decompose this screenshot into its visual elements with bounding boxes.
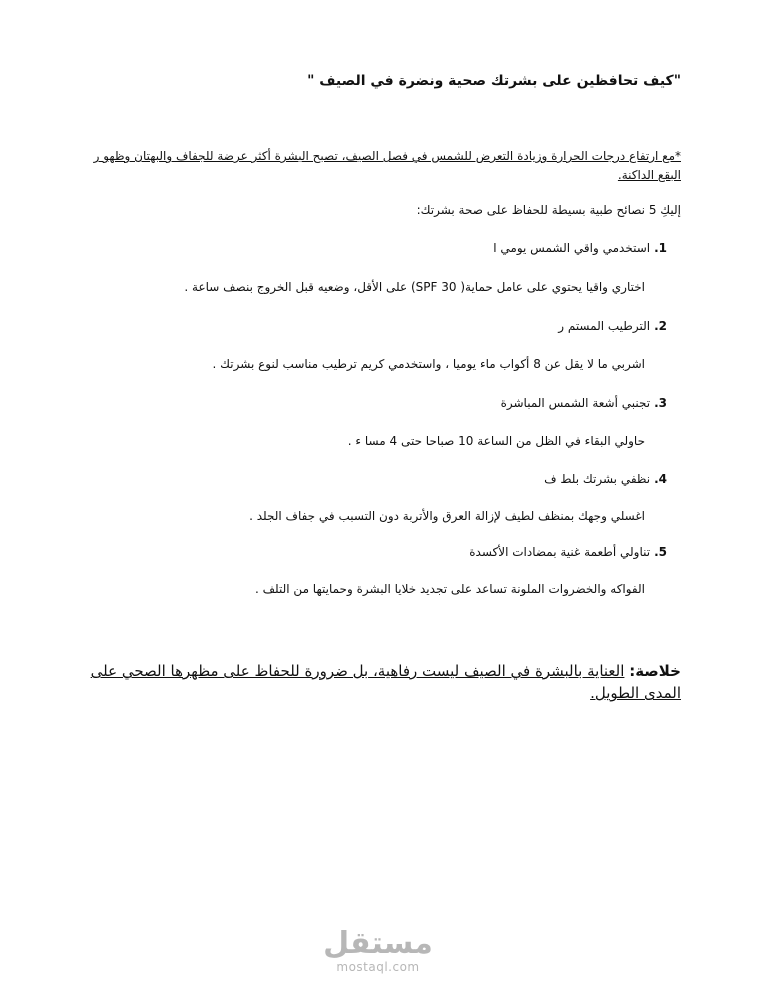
tip-body: اشربي ما لا يقل عن 8 أكواب ماء يوميا ، واستخدمي كريم ترطيب مناسب لنوع بشرتك .	[212, 357, 645, 371]
tips-lead: إليكِ 5 نصائح طبية بسيطة للحفاظ على صحة بشرتك:	[416, 203, 681, 217]
tip-body: اختاري واقيا يحتوي على عامل حماية( SPF 30) على الأقل، وضعيه قبل الخروج بنصف ساعة .	[184, 280, 645, 294]
tip-heading-text: الترطيب المستم ر	[558, 319, 651, 333]
tip-body: اغسلي وجهك بمنظف لطيف لإزالة العرق والأتربة دون التسبب في جفاف الجلد .	[249, 509, 645, 523]
tip-heading-text: نظفي بشرتك بلط ف	[544, 472, 651, 486]
watermark-latin: mostaql.com	[336, 960, 420, 974]
document-title: "كيف تحافظين على بشرتك صحية ونضرة في الصيف "	[307, 73, 681, 89]
tip-number: 1.	[654, 241, 667, 255]
watermark-arabic: مستقل	[323, 926, 433, 961]
tip-heading-text: تجنبي أشعة الشمس المباشرة	[500, 396, 651, 410]
tip-number: 4.	[654, 472, 667, 486]
tip-number: 2.	[654, 319, 667, 333]
conclusion	[89, 660, 681, 704]
conclusion-text: العناية بالبشرة في الصيف ليست رفاهية، بل ضرورة للحفاظ على مظهرها الصحي على المدى الطويل.	[90, 662, 681, 702]
tip-heading	[544, 472, 667, 486]
mostaql-watermark	[320, 928, 436, 974]
intro-paragraph: *مع ارتفاع درجات الحرارة وزيادة التعرض للشمس في فصل الصيف، تصبح البشرة أكثر عرضة للجفاف والبهتان وظهو ر البقع الداكنة.	[93, 149, 681, 182]
tip-heading-text: تناولي أطعمة غنية بمضادات الأكسدة	[469, 545, 651, 559]
tip-body: حاولي البقاء في الظل من الساعة 10 صباحا حتى 4 مسا ء .	[347, 434, 645, 448]
tip-heading-text: استخدمي واقي الشمس يومي ا	[493, 241, 651, 255]
tip-body: الفواكه والخضروات الملونة تساعد على تجديد خلايا البشرة وحمايتها من التلف .	[254, 582, 645, 596]
tip-heading	[501, 396, 667, 410]
tip-heading	[493, 241, 667, 255]
tip-number: 5.	[654, 545, 667, 559]
tip-heading	[469, 545, 667, 559]
conclusion-label: خلاصة:	[629, 662, 681, 680]
tip-number: 3.	[654, 396, 667, 410]
tip-heading	[558, 319, 667, 333]
